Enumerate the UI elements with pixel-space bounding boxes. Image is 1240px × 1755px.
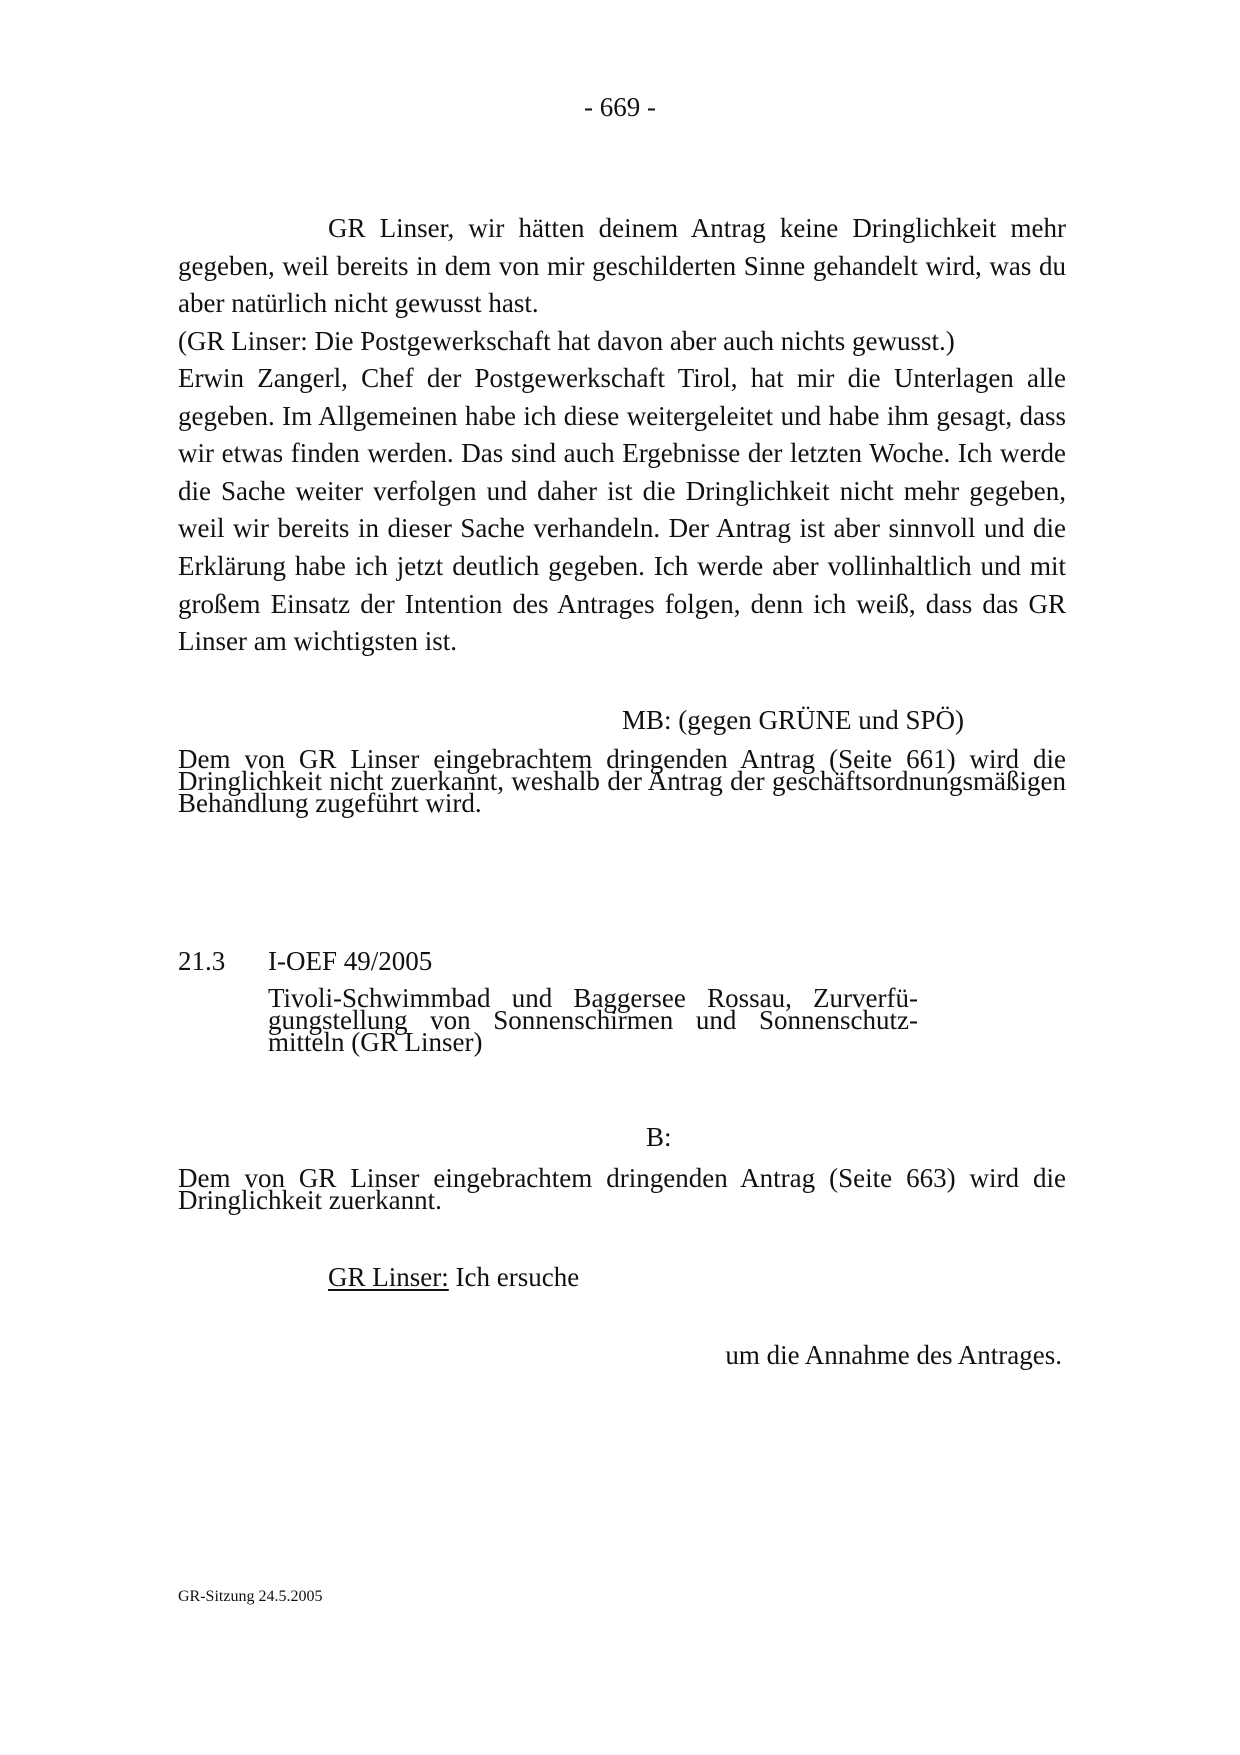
speech-continuation: mehr gegeben, weil bereits in dem von mir geschilderten Sinne gehandelt wird, was du aber natürlich nicht gewusst hast. xyxy=(178,213,1066,319)
item-reference: I-OEF 49/2005 xyxy=(268,946,433,976)
decision-2-label: B: xyxy=(646,1122,672,1152)
closing-speaker: GR Linser: xyxy=(328,1262,449,1292)
closing-text: Ich ersuche xyxy=(455,1262,580,1292)
footer-session-date: GR-Sitzung 24.5.2005 xyxy=(178,1588,323,1605)
speech-first-line: GR Linser, wir hätten deinem Antrag keine Dringlichkeit xyxy=(328,213,997,243)
item-number: 21.3 xyxy=(178,946,226,976)
closing-line xyxy=(328,1262,579,1293)
decision-2-text: Dem von GR Linser eingebrachtem dringenden Antrag (Seite 663) wird die Dringlichkeit zuerkannt. xyxy=(178,1163,1066,1215)
page-number: - 669 - xyxy=(584,92,656,122)
speech-body: Erwin Zangerl, Chef der Postgewerkschaft Tirol, hat mir die Unterlagen alle gegeben. Im Allgemeinen habe ich diese weitergeleitet und habe ihm gesagt, dass wir etwas finden werden. Das sind auch Ergebnisse der letzten Woche. Ich werde die Sache weiter verfolgen und daher ist die Dringlichkeit nicht mehr gegeben, weil wir bereits in dieser Sache verhandeln. Der Antrag ist aber sinnvoll und die Erklärung habe ich jetzt deutlich gegeben. Ich werde aber vollinhaltlich und mit großem Einsatz der Intention des Antrages folgen, denn ich weiß, dass das GR Linser am wichtigsten ist. xyxy=(178,363,1066,657)
interjection: (GR Linser: Die Postgewerkschaft hat davon aber auch nichts gewusst.) xyxy=(178,326,955,356)
item-title: Tivoli-Schwimmbad und Baggersee Rossau, Zurverfügungstellung von Sonnenschirmen und Sonnenschutzmitteln (GR Linser) xyxy=(268,983,918,1057)
closing-continuation: um die Annahme des Antrages. xyxy=(725,1340,1062,1370)
decision-1-label: MB: (gegen GRÜNE und SPÖ) xyxy=(622,705,964,735)
decision-1-text: Dem von GR Linser eingebrachtem dringenden Antrag (Seite 661) wird die Dringlichkeit nicht zuerkannt, weshalb der Antrag der geschäftsordnungsmäßigen Behandlung zugeführt wird. xyxy=(178,744,1066,818)
speech-paragraph xyxy=(178,210,1066,323)
